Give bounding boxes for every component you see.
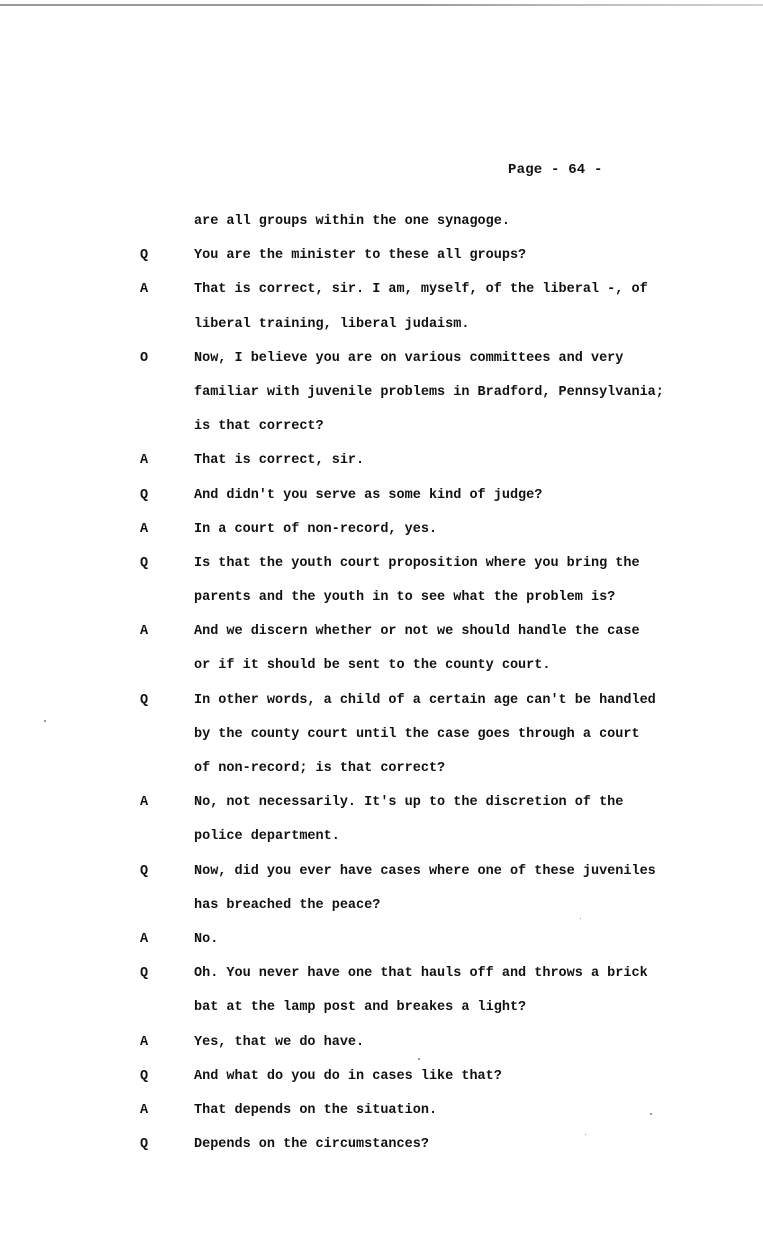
transcript-line (0, 757, 763, 791)
transcript-line (0, 894, 763, 928)
scan-speck (585, 1134, 586, 1135)
speaker-label: Q (140, 487, 149, 503)
transcript-line (0, 962, 763, 996)
transcript-line (0, 449, 763, 483)
transcript-line (0, 210, 763, 244)
transcript-line (0, 347, 763, 381)
line-text: No, not necessarily. It's up to the discretion of the (194, 795, 624, 811)
scan-top-border (0, 4, 763, 6)
transcript-line (0, 244, 763, 278)
speaker-label: Q (140, 692, 149, 708)
line-text: police department. (194, 829, 340, 845)
transcript-line (0, 415, 763, 449)
transcript-line (0, 381, 763, 415)
transcript-line (0, 723, 763, 757)
scan-speck (650, 1113, 652, 1115)
transcript-line (0, 1065, 763, 1099)
transcript-line (0, 313, 763, 347)
speaker-label: A (140, 931, 149, 947)
speaker-label: Q (140, 966, 149, 982)
speaker-label: A (140, 521, 149, 537)
speaker-label: A (140, 795, 149, 811)
scan-speck (580, 918, 581, 919)
line-text: In other words, a child of a certain age can't be handled (194, 692, 656, 708)
speaker-label: Q (140, 1068, 149, 1084)
scan-speck (418, 1058, 420, 1060)
speaker-label: Q (140, 1137, 149, 1153)
line-text: is that correct? (194, 419, 324, 435)
line-text: are all groups within the one synagoge. (194, 214, 510, 229)
line-text: bat at the lamp post and breakes a light? (194, 1000, 527, 1016)
line-text: Is that the youth court proposition where you bring the (194, 555, 640, 571)
line-text: That depends on the situation. (194, 1102, 438, 1118)
transcript-line (0, 1133, 763, 1167)
line-text: That is correct, sir. (194, 453, 365, 469)
transcript-line (0, 825, 763, 859)
line-text: You are the minister to these all groups? (194, 248, 527, 264)
transcript-line (0, 552, 763, 586)
line-text: familiar with juvenile problems in Bradford, Pennsylvania; (194, 384, 664, 400)
line-text: And we discern whether or not we should handle the case (194, 624, 640, 640)
transcript-line (0, 791, 763, 825)
line-text: Depends on the circumstances? (194, 1137, 429, 1153)
transcript-line (0, 620, 763, 654)
speaker-label: A (140, 282, 149, 298)
line-text: And what do you do in cases like that? (194, 1068, 502, 1084)
transcript-line (0, 654, 763, 688)
line-text: or if it should be sent to the county court. (194, 658, 551, 674)
speaker-label: O (140, 350, 149, 366)
line-text: Now, I believe you are on various committees and very (194, 350, 624, 366)
transcript-line (0, 689, 763, 723)
transcript-line (0, 996, 763, 1030)
transcript-line (0, 928, 763, 962)
line-text: No. (194, 931, 219, 947)
scan-speck (44, 720, 46, 722)
line-text: Oh. You never have one that hauls off and throws a brick (194, 966, 648, 982)
speaker-label: A (140, 1102, 149, 1118)
line-text: In a court of non-record, yes. (194, 521, 438, 537)
speaker-label: Q (140, 248, 149, 264)
line-text: has breached the peace? (194, 897, 381, 913)
transcript-line (0, 860, 763, 894)
line-text: And didn't you serve as some kind of judge? (194, 487, 543, 503)
transcript-line (0, 586, 763, 620)
transcript-line (0, 1099, 763, 1133)
transcript-line (0, 518, 763, 552)
transcript-line (0, 1031, 763, 1065)
speaker-label: A (140, 453, 149, 469)
speaker-label: A (140, 624, 149, 640)
page-number: Page - 64 - (508, 162, 603, 178)
line-text: of non-record; is that correct? (194, 761, 446, 776)
line-text: liberal training, liberal judaism. (194, 316, 470, 332)
transcript-line (0, 278, 763, 312)
line-text: Yes, that we do have. (194, 1034, 365, 1050)
line-text: Now, did you ever have cases where one of these juveniles (194, 863, 656, 879)
speaker-label: Q (140, 555, 149, 571)
line-text: parents and the youth in to see what the problem is? (194, 590, 616, 606)
speaker-label: A (140, 1034, 149, 1050)
transcript-line (0, 484, 763, 518)
transcript-body (0, 210, 763, 1167)
speaker-label: Q (140, 863, 149, 879)
line-text: That is correct, sir. I am, myself, of the liberal -, of (194, 282, 648, 298)
line-text: by the county court until the case goes through a court (194, 726, 640, 742)
